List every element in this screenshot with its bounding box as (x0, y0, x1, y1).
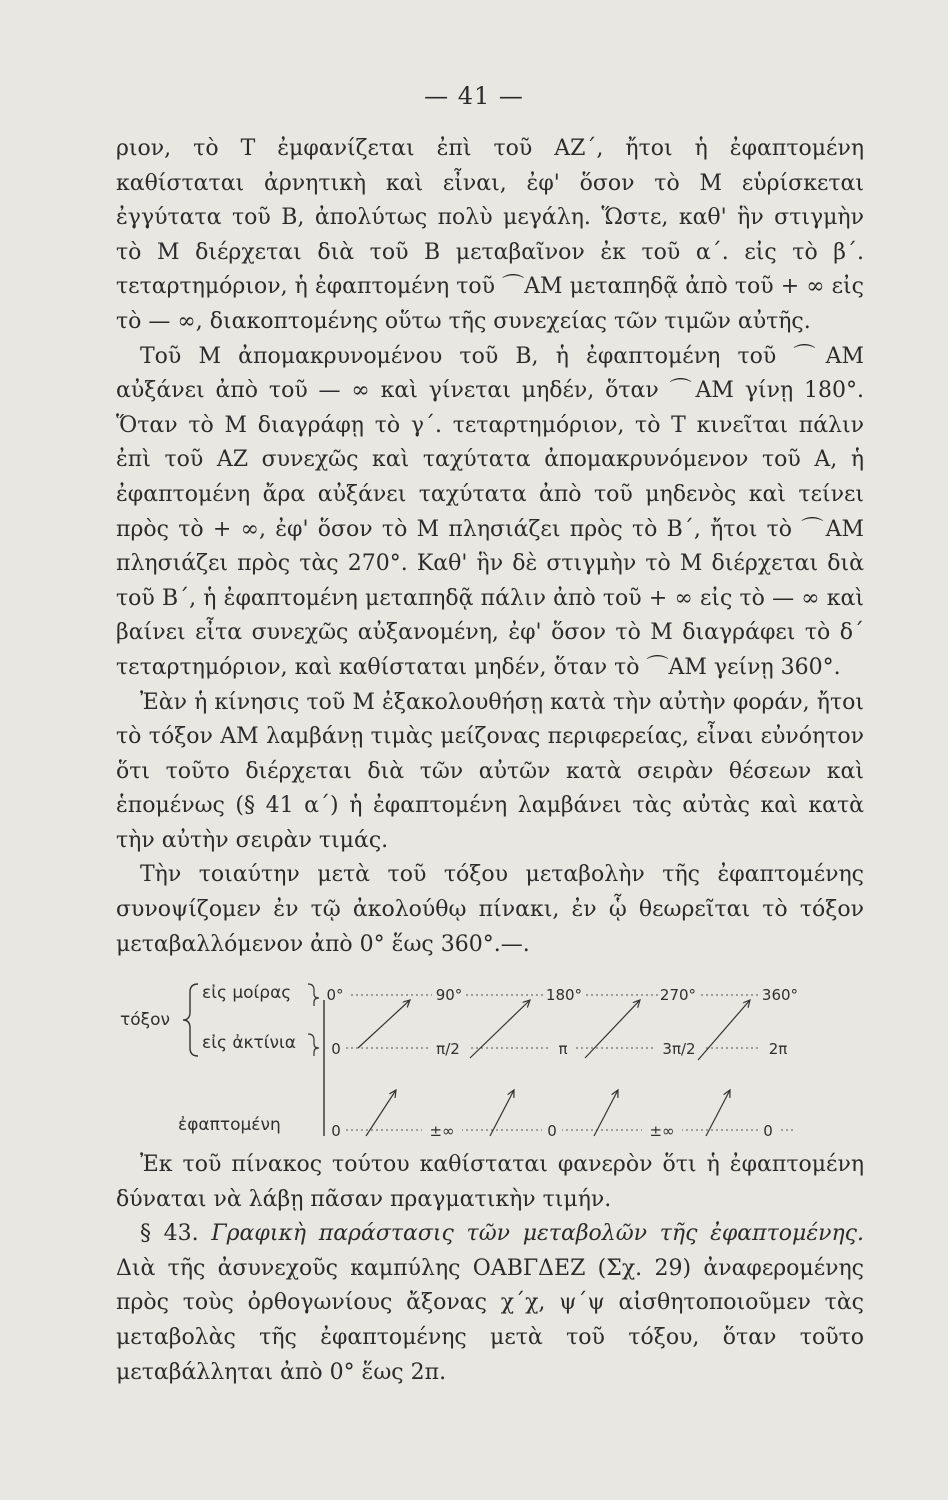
rad-value-2: π (558, 1040, 568, 1058)
left-brace (183, 984, 198, 1056)
degrees-brace (308, 984, 319, 1006)
deg-value-3: 270° (659, 986, 697, 1004)
radians-brace (308, 1034, 319, 1056)
section-text: Διὰ τῆς ἀσυνεχοῦς καμπύλης ΟΑΒΓΔΕΖ (Σχ. 29) ἀναφερομένης πρὸς τοὺς ὀρθογωνίους ἄξονας χ΄χ, ψ΄ψ αἰσθητοποιοῦμεν τὰς μεταβολὰς τῆς ἐφαπτομένης μετὰ τοῦ τόξου, ὅταν τοῦτο μεταβάλληται ἀπὸ 0° ἕως 2π. (116, 1255, 864, 1385)
paragraph-1: ριον, τὸ Τ ἐμφανίζεται ἐπὶ τοῦ ΑΖ΄, ἤτοι ἡ ἐφαπτομένη καθίσταται ἀρνητικὴ καὶ εἶναι, ἐφ' ὅσον τὸ Μ εὑρίσκεται ἐγγύτατα τοῦ Β, ἀπολύτως πολὺ μεγάλη. Ὥστε, καθ' ἣν στιγμὴν τὸ Μ διέρχεται διὰ τοῦ Β μεταβαῖνον ἐκ τοῦ α΄. εἰς τὸ β΄. τεταρτημόριον, ἡ ἐφαπτομένη τοῦ ⌒ΑΜ μεταπηδᾷ ἀπὸ τοῦ + ∞ εἰς τὸ — ∞, διακοπτομένης οὕτω τῆς συνεχείας τῶν τιμῶν αὐτῆς. (116, 136, 864, 334)
arrow-tan-2 (490, 1090, 514, 1136)
paragraph-3: Ἐὰν ἡ κίνησις τοῦ Μ ἐξακολουθήσῃ κατὰ τὴν αὐτὴν φοράν, ἤτοι τὸ τόξον ΑΜ λαμβάνῃ τιμὰς μείζονας περιφερείας, εἶναι εὐνόητον ὅτι τοῦτο διέρχεται διὰ τῶν αὐτῶν κατὰ σειρὰν θέσεων καὶ ἑπομένως (§ 41 α΄) ἡ ἐφαπτομένη λαμβάνει τὰς αὐτὰς καὶ κατὰ τὴν αὐτὴν σειρὰν τιμάς. (116, 689, 864, 853)
tan-value-4: 0 (763, 1122, 773, 1140)
deg-value-4: 360° (761, 986, 799, 1004)
tan-value-1: ±∞ (429, 1122, 455, 1140)
rad-value-3: 3π/2 (662, 1040, 696, 1058)
degrees-label: εἰς μοίρας (202, 983, 292, 1003)
rad-value-0: 0 (331, 1040, 341, 1058)
text-block-top (116, 132, 864, 962)
arc-label: τόξον (120, 1010, 171, 1030)
arrow-rise-4 (698, 1000, 750, 1060)
arrow-rise-1 (358, 1000, 410, 1048)
arrow-rise-2 (470, 1000, 530, 1058)
section-43 (116, 1217, 864, 1390)
arrow-rise-3 (585, 1000, 640, 1058)
text-block-bottom (116, 1148, 864, 1390)
section-heading: Γραφικὴ παράστασις τῶν μεταβολῶν τῆς ἐφαπτομένης. (211, 1221, 864, 1247)
tangent-variation-table (110, 970, 830, 1140)
rad-value-1: π/2 (436, 1040, 460, 1058)
deg-value-1: 90° (435, 986, 463, 1004)
deg-value-2: 180° (545, 986, 583, 1004)
deg-value-0: 0° (326, 986, 344, 1004)
paragraph-2: Τοῦ Μ ἀπομακρυνομένου τοῦ Β, ἡ ἐφαπτομένη τοῦ ⌒ΑΜ αὐξάνει ἀπὸ τοῦ — ∞ καὶ γίνεται μηδέν, ὅταν ⌒ΑΜ γίνῃ 180°. Ὅταν τὸ Μ διαγράφῃ τὸ γ΄. τεταρτημόριον, τὸ Τ κινεῖται πάλιν ἐπὶ τοῦ ΑΖ συνεχῶς καὶ ταχύτατα ἀπομακρυνόμενον τοῦ Α, ἡ ἐφαπτομένη ἄρα αὐξάνει ταχύτατα ἀπὸ τοῦ μηδενὸς καὶ τείνει πρὸς τὸ + ∞, ἐφ' ὅσον τὸ Μ πλησιάζει πρὸς τὸ Β΄, ἤτοι τὸ ⌒ΑΜ πλησιάζει πρὸς τὰς 270°. Καθ' ἣν δὲ στιγμὴν τὸ Μ διέρχεται διὰ τοῦ Β΄, ἡ ἐφαπτομένη μεταπηδᾷ πάλιν ἀπὸ τοῦ + ∞ εἰς τὸ — ∞ καὶ βαίνει εἶτα συνεχῶς αὐξανομένη, ἐφ' ὅσον τὸ Μ διαγράφει τὸ δ΄ τεταρτημόριον, καὶ καθίσταται μηδέν, ὅταν τὸ ⌒ΑΜ γείνῃ 360°. (116, 343, 864, 680)
tan-value-2: 0 (547, 1122, 557, 1140)
arrow-tan-4 (706, 1090, 730, 1136)
tan-value-0: 0 (331, 1122, 341, 1140)
paragraph-4: Τὴν τοιαύτην μετὰ τοῦ τόξου μεταβολὴν τῆς ἐφαπτομένης συνοψίζομεν ἐν τῷ ἀκολούθῳ πίνακι, ἐν ᾧ θεωρεῖται τὸ τόξον μεταβαλλόμενον ἀπὸ 0° ἕως 360°.—. (116, 862, 864, 957)
arrow-tan-1 (366, 1090, 396, 1136)
tan-value-3: ±∞ (649, 1122, 675, 1140)
page-number: — 41 — (424, 82, 524, 110)
section-number: § 43. (140, 1221, 199, 1247)
tangent-label: ἐφαπτομένη (178, 1115, 281, 1135)
arrow-tan-3 (594, 1090, 618, 1136)
rad-value-4: 2π (768, 1040, 788, 1058)
paragraph-5: Ἐκ τοῦ πίνακος τούτου καθίσταται φανερὸν ὅτι ἡ ἐφαπτομένη δύναται νὰ λάβῃ πᾶσαν πραγματικὴν τιμήν. (116, 1152, 864, 1212)
radians-label: εἰς ἀκτίνια (202, 1033, 296, 1053)
